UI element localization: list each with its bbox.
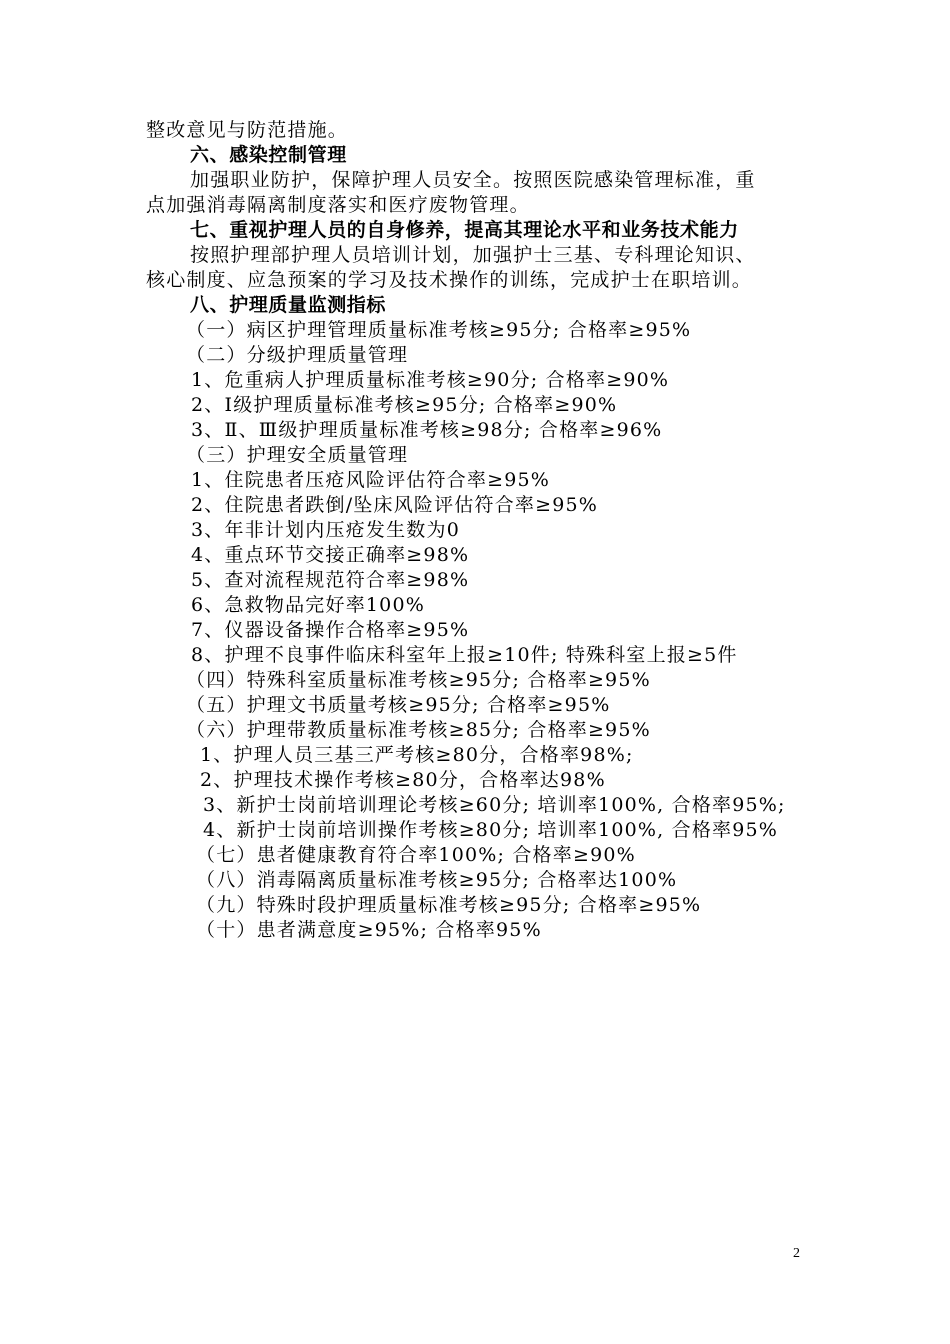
section-heading-7: 七、重视护理人员的自身修养，提高其理论水平和业务技术能力 [190, 219, 739, 241]
list-item: （七）患者健康教育符合率100%; 合格率≥90% [196, 844, 636, 866]
list-item: （三）护理安全质量管理 [186, 444, 409, 466]
section-heading-8: 八、护理质量监测指标 [190, 294, 387, 316]
list-item: 5、查对流程规范符合率≥98% [191, 569, 470, 591]
paragraph-line: 按照护理部护理人员培训计划，加强护士三基、专科理论知识、 [190, 244, 756, 266]
list-item: （八）消毒隔离质量标准考核≥95分; 合格率达100% [196, 869, 678, 891]
section-heading-6: 六、感染控制管理 [190, 144, 347, 166]
list-item: 1、危重病人护理质量标准考核≥90分; 合格率≥90% [191, 369, 670, 391]
list-item: （十）患者满意度≥95%; 合格率95% [196, 919, 542, 941]
list-item: 2、住院患者跌倒/坠床风险评估符合率≥95% [191, 494, 599, 516]
document-body [146, 118, 816, 943]
list-item: 4、重点环节交接正确率≥98% [191, 544, 470, 566]
list-item: （九）特殊时段护理质量标准考核≥95分; 合格率≥95% [196, 894, 702, 916]
paragraph-line: 整改意见与防范措施。 [146, 119, 349, 141]
list-item: 3、年非计划内压疮发生数为0 [191, 519, 460, 541]
list-item: （四）特殊科室质量标准考核≥95分; 合格率≥95% [186, 669, 651, 691]
list-item: 2、护理技术操作考核≥80分，合格率达98% [200, 769, 606, 791]
paragraph-line: 加强职业防护，保障护理人员安全。按照医院感染管理标准，重 [190, 169, 756, 191]
list-item: （五）护理文书质量考核≥95分; 合格率≥95% [186, 694, 611, 716]
list-item: 1、住院患者压疮风险评估符合率≥95% [191, 469, 551, 491]
list-item: 3、新护士岗前培训理论考核≥60分; 培训率100%, 合格率95%; [203, 794, 786, 816]
list-item: 1、护理人员三基三严考核≥80分，合格率98%; [200, 744, 634, 766]
list-item: （六）护理带教质量标准考核≥85分; 合格率≥95% [186, 719, 651, 741]
page-number: 2 [793, 1246, 800, 1261]
list-item: 3、Ⅱ、Ⅲ级护理质量标准考核≥98分; 合格率≥96% [191, 419, 663, 441]
list-item: 6、急救物品完好率100% [191, 594, 426, 616]
paragraph-line: 点加强消毒隔离制度落实和医疗废物管理。 [146, 194, 530, 216]
list-item: （一）病区护理管理质量标准考核≥95分; 合格率≥95% [186, 319, 692, 341]
paragraph-line: 核心制度、应急预案的学习及技术操作的训练，完成护士在职培训。 [146, 269, 753, 291]
list-item: 7、仪器设备操作合格率≥95% [191, 619, 470, 641]
list-item: 4、新护士岗前培训操作考核≥80分; 培训率100%, 合格率95% [203, 819, 779, 841]
list-item: 8、护理不良事件临床科室年上报≥10件; 特殊科室上报≥5件 [191, 644, 738, 666]
list-item: 2、Ⅰ级护理质量标准考核≥95分; 合格率≥90% [191, 394, 618, 416]
list-item: （二）分级护理质量管理 [186, 344, 409, 366]
